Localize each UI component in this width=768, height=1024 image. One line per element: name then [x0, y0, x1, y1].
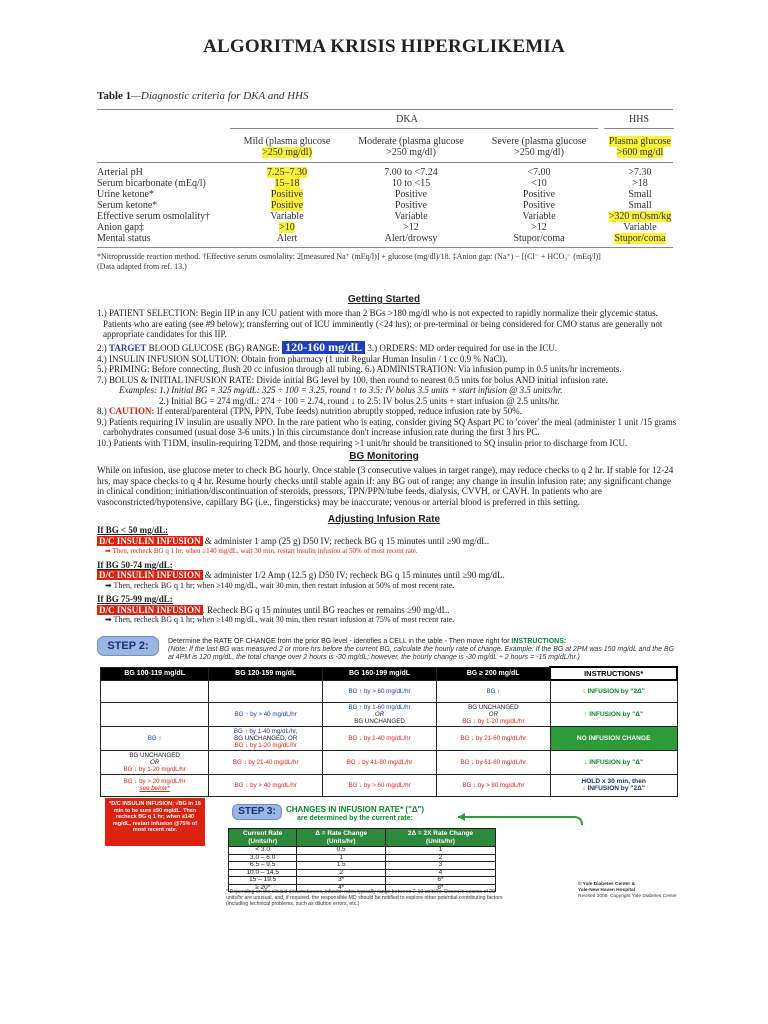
table1-row-label: Serum bicarbonate (mEq/l) [97, 178, 206, 189]
getting-started-list: 1.) PATIENT SELECTION: Begin IIP in any ICU patient with more than 2 BGs >180 mg/dl who is not expected to rapidly normalize their glycemic status. Patients who are eating (see #9 below); transferring out of ICU imminently (<24 hrs); or pre-terminal or being considered for CMO status are generally not appropriate candidates for this IIP. 2.) TARGET BLOOD GLUCOSE (BG) RANGE: 120-160 mg/dL 3.) ORDERS: MD order required for use in the ICU. 4.) INSULIN INFUSION SOLUTION: Obtain from pharmacy (1 unit Regular Human Insulin / 1 cc 0.9 % NaCl). 5.) PRIMING: Before connecting, flush 20 cc infusion through all tubing. 6.) ADMINISTRATION: Via infusion pump in 0.5 units/hr increments. 7.) BOLUS & INITIAL INFUSION RATE: Divide initial BG level by 100, then round to nearest 0.5 units for bolus AND initial infusion rate. Examples: 1.) Initial BG = 325 mg/dL: 325 ÷ 100 = 3.25, round ↑ to 3.5: IV bolus 3.5 units + start infusion @ 3.5 units/hr. 2.) Initial BG = 274 mg/dL: 274 ÷ 100 = 2.74, round ↓ to 2.5: IV bolus 2.5 units + start infusion @ 2.5 units/hr. 8.) CAUTION: If enteral/parenteral (TPN, PPN, Tube feeds) nutrition abruptly stopped, reduce infusion rate by 50%. 9.) Patients requiring IV insulin are usually NPO. In the rare patient who is eating, consider giving SQ Aspart PC to 'cover' the meal (administer 1 unit /15 grams carbohydrates consumed (usual dose 3-6 units.) In this circumstance don't increase infusion rate during the first 3 hrs PC. 10.) Patients with T1DM, insulin-requiring T2DM, and those requiring >1 unit/hr should be transitioned to SQ insulin prior to discharge from ICU. [97, 308, 677, 448]
step3-badge: STEP 3: [232, 804, 282, 820]
step2-instructions: Determine the RATE OF CHANGE from the prior BG level - identifies a CELL in the table - Then move right for INSTRUCTIONS: (Note: If the last BG was measured 2 or more hrs before the current BG, calculate the hourly rate of change. Example: If the BG at 2PM was 150 mg/dL and the BG at 4PM is 120 mg/dL, the total change over 2 hours is -30 mg/dL; however, the hourly change is -30 mg/dL ÷ 2 hours = -15 mg/dL/hr.) [168, 638, 675, 661]
table1-cell: >18 [632, 178, 648, 189]
table1-header-rule [97, 162, 673, 163]
rates-cell: 1.5 [297, 862, 385, 870]
rates-cell: 1 [385, 847, 495, 855]
grid-header: BG ≥ 200 mg/dL [436, 667, 550, 680]
rates-cell: ≥ 20* [229, 884, 297, 892]
table-row [229, 877, 496, 885]
rates-cell: 4 [385, 869, 495, 877]
table1-row-label: Serum ketone* [97, 200, 158, 211]
table1-cell: Positive [270, 200, 304, 211]
case-bg-50-74: If BG 50-74 mg/dL: D/C INSULIN INFUSION & administer 1/2 Amp (12.5 g) D50 IV; recheck BG q 15 minutes until ≥90 mg/dL. ➡ Then, recheck BG q 1 hr; when ≥140 mg/dL, wait 30 min, then restart infusion at 50% of most recent rate. [97, 559, 505, 590]
table1-cell: >320 mOsm/kg [608, 211, 672, 222]
grid-cell: BG ↓ by > 60 mg/dL/hr [323, 774, 437, 796]
grid-cell: BG ↓ by 1-40 mg/dL/hr [323, 726, 437, 750]
grid-cell: BG ↓ by 41-80 mg/dL/hr [323, 750, 437, 774]
rates-cell: 15 – 19.5 [229, 877, 297, 885]
grid-cell [209, 680, 323, 702]
grid-cell: BG ↓ by 21-40 mg/dL/hr [209, 750, 323, 774]
grid-instruction: ↓ INFUSION by "Δ" [550, 750, 677, 774]
rates-header: 2Δ = 2X Rate Change (Units/hr) [385, 829, 495, 847]
table1-row-label: Mental status [97, 233, 151, 244]
grid-cell: BG ↓ by > 40 mg/dL/hr [209, 774, 323, 796]
step3-title: CHANGES IN INFUSION RATE* ("Δ") [286, 805, 425, 814]
connector-arrow-icon [456, 811, 586, 827]
grid-cell: BG ↑ by 1-40 mg/dL/hr, BG UNCHANGED, OR BG ↓ by 1-20 mg/dL/hr [209, 726, 323, 750]
rates-header: Δ = Rate Change (Units/hr) [297, 829, 385, 847]
grid-cell [101, 702, 209, 726]
grid-cell: BG UNCHANGED OR BG ↓ by 1-20 mg/dL/hr [101, 750, 209, 774]
table1-cell: <10 [531, 178, 547, 189]
table1-cell: Stupor/coma [614, 233, 666, 244]
table1-header-severe: Severe (plasma glucose >250 mg/dl) [491, 136, 587, 158]
table-row [101, 750, 678, 774]
table1-cell: Positive [522, 200, 556, 211]
table-row [101, 680, 678, 702]
grid-cell: BG ↓ by 21-60 mg/dL/hr [436, 726, 550, 750]
table-row [101, 702, 678, 726]
table1-cell: 15–18 [274, 178, 300, 189]
table1-top-rule [97, 109, 673, 110]
table-row [101, 726, 678, 750]
bg-monitoring-text: While on infusion, use glucose meter to check BG hourly. Once stable (3 consecutive values in target range), may reduce checks to q 2 hr. If stable for 12-24 hrs, may space checks to q 4 hr. Resume hourly checks until stable again if: any BG out of range; any change in insulin infusion rate; any significant change in clinical condition; initiation/discontinuation of steroids, pressors, TPN/PPN/tube feeds, dialysis, CVVH, or CAVH. In patients who are vasoconstricted/hypotensive, capillary BG (i.e., fingersticks) may be inaccurate; venous or arterial blood is preferred in this setting. [97, 465, 674, 507]
table1-cell: Positive [394, 200, 428, 211]
case-bg-75-99: If BG 75-99 mg/dL: D/C INSULIN INFUSION . Recheck BG q 15 minutes until BG reaches or remains ≥90 mg/dL. ➡ Then, recheck BG q 1 hr; when ≥140 mg/dL, wait 30 min, then restart infusion at 75% of most recent rate. [97, 594, 455, 624]
table1-caption: Table 1—Diagnostic criteria for DKA and HHS [97, 90, 309, 102]
rates-cell: 10.0 – 14.5 [229, 869, 297, 877]
rates-cell: 4* [297, 884, 385, 892]
rates-cell: 3.0 – 6.0 [229, 854, 297, 862]
table1-cell: Positive [394, 189, 428, 200]
table1-cell: 10 to <15 [391, 178, 431, 189]
grid-cell: BG ↑ by 1-60 mg/dL/hr OR BG UNCHANGED [323, 702, 437, 726]
heading-adjusting-infusion: Adjusting Infusion Rate [327, 514, 441, 525]
table1-dka-rule [230, 128, 598, 129]
table1-cell: 7.25–7.30 [267, 167, 307, 178]
adjusting-cases [97, 525, 677, 626]
grid-instruction: ↑ INFUSION by "Δ" [550, 702, 677, 726]
table1-cell: Variable [522, 211, 556, 222]
table1-cell: Stupor/coma [513, 233, 565, 244]
table1-row-label: Effective serum osmolality† [97, 211, 211, 222]
grid-header-instructions: INSTRUCTIONS* [550, 667, 677, 680]
step2-badge: STEP 2: [97, 636, 159, 656]
table1-cell: 7.00 to <7.24 [384, 167, 438, 178]
rates-cell: 0.5 [297, 847, 385, 855]
table1-bottom-rule [97, 247, 673, 248]
dc-infusion-note: *D/C INSULIN INFUSION; √BG in 15 min to be sure ≥90 mg/dL. Then recheck BG q 1 hr; when ≥140 mg/dL, restart infusion @75% of most recent rate. [105, 798, 205, 846]
table1-cell: Alert/drowsy [384, 233, 438, 244]
grid-cell: BG ↑ by > 60 mg/dL/hr [323, 680, 437, 702]
grid-cell: BG ↓ by 61-80 mg/dL/hr [436, 750, 550, 774]
rates-cell: 8* [385, 884, 495, 892]
grid-instruction: HOLD x 30 min, then ↓ INFUSION by "2Δ" [550, 774, 677, 796]
table1-cell: Variable [394, 211, 428, 222]
table1-header-mild: Mild (plasma glucose >250 mg/dl) [243, 136, 331, 158]
grid-cell: BG ↑ by > 40 mg/dL/hr [209, 702, 323, 726]
table1-header-moderate: Moderate (plasma glucose >250 mg/dl) [358, 136, 464, 158]
table1-cell: Variable [623, 222, 657, 233]
grid-cell: BG ↓ by > 80 mg/dL/hr [436, 774, 550, 796]
rates-header: Current Rate (Units/hr) [229, 829, 297, 847]
rates-footnote: * Depending on the clinical circumstances, infusion rates typically range between 2-10 units/hr. Doses in excess of 20 units/hr are unusual, and, if required, the responsible MD should be notified to explore other potential contributing factors (including technical problems, such as dilution errors, etc.) [226, 889, 503, 908]
table1-cell: <7.00 [527, 167, 551, 178]
table-row [229, 862, 496, 870]
rates-cell: 3 [385, 862, 495, 870]
grid-cell: BG ↑ [436, 680, 550, 702]
table1-cell: >10 [279, 222, 295, 233]
grid-cell: BG UNCHANGED OR BG ↓ by 1-20 mg/dL/hr [436, 702, 550, 726]
table1-row-label: Anion gap‡ [97, 222, 144, 233]
heading-getting-started: Getting Started [347, 294, 421, 305]
rates-cell: 2 [385, 854, 495, 862]
table1-footnote: *Nitroprusside reaction method. †Effective serum osmolality: 2[measured Na⁺ (mEq/l)] + glucose (mg/dl)/18. ‡Anion gap: (Na⁺) − [(Cl⁻ + HCO₃⁻ (mEq/l)] (Data adapted from ref. 13.) [97, 252, 601, 271]
table1-row-label: Arterial pH [97, 167, 143, 178]
table1-cell: Positive [522, 189, 556, 200]
rates-cell: 3* [297, 877, 385, 885]
table1-cell: Positive [270, 189, 304, 200]
table1-cell: >7.30 [628, 167, 652, 178]
table1-cell: Variable [270, 211, 304, 222]
rates-cell: 1 [297, 854, 385, 862]
table1-cell: >12 [531, 222, 547, 233]
grid-instruction: NO INFUSION CHANGE [550, 726, 677, 750]
heading-bg-monitoring: BG Monitoring [349, 451, 419, 462]
rates-cell: 6* [385, 877, 495, 885]
grid-cell: BG ↓ by > 20 mg/dL/hr see below* [101, 774, 209, 796]
grid-header: BG 100-119 mg/dL [101, 667, 209, 680]
table1-group-hhs: HHS [628, 114, 649, 125]
case-bg-lt-50: If BG < 50 mg/dL: D/C INSULIN INFUSION & administer 1 amp (25 g) D50 IV; recheck BG q 15 minutes until ≥90 mg/dL. ➡ Then, recheck BG q 1 hr; when ≥140 mg/dL, wait 30 min, restart insulin infusion at 50% of most recent rate. [97, 525, 490, 555]
grid-header: BG 160-199 mg/dL [323, 667, 437, 680]
table-row [101, 774, 678, 796]
rates-cell: 6.5 – 9.5 [229, 862, 297, 870]
table1-header-hhs: Plasma glucose >600 mg/dl [609, 136, 671, 158]
table1-cell: Small [628, 200, 652, 211]
grid-header: BG 120-159 mg/dL [209, 667, 323, 680]
rate-change-table [228, 828, 496, 892]
rates-cell: < 3.0 [229, 847, 297, 855]
table1-cell: Alert [276, 233, 298, 244]
rate-of-change-table [100, 666, 678, 797]
table-row [229, 847, 496, 855]
grid-instruction: ↑ INFUSION by "2Δ" [550, 680, 677, 702]
copyright-credit: © Yale Diabetes Center & Yale-New Haven Hospital Revised 2005, Copyright Yale Diabetes Center [578, 882, 678, 899]
table1-hhs-rule [604, 128, 674, 129]
table1-row-label: Urine ketone* [97, 189, 154, 200]
table1-cell: >12 [403, 222, 419, 233]
table1-group-dka: DKA [396, 114, 418, 125]
grid-cell: BG ↑ [101, 726, 209, 750]
step3-subtitle: are determined by the current rate: [297, 815, 413, 822]
table1-cell: Small [628, 189, 652, 200]
target-range-badge: 120-160 mg/dL [282, 341, 365, 354]
rates-cell: 2 [297, 869, 385, 877]
page-title: ALGORITMA KRISIS HIPERGLIKEMIA [203, 36, 565, 57]
grid-cell [101, 680, 209, 702]
